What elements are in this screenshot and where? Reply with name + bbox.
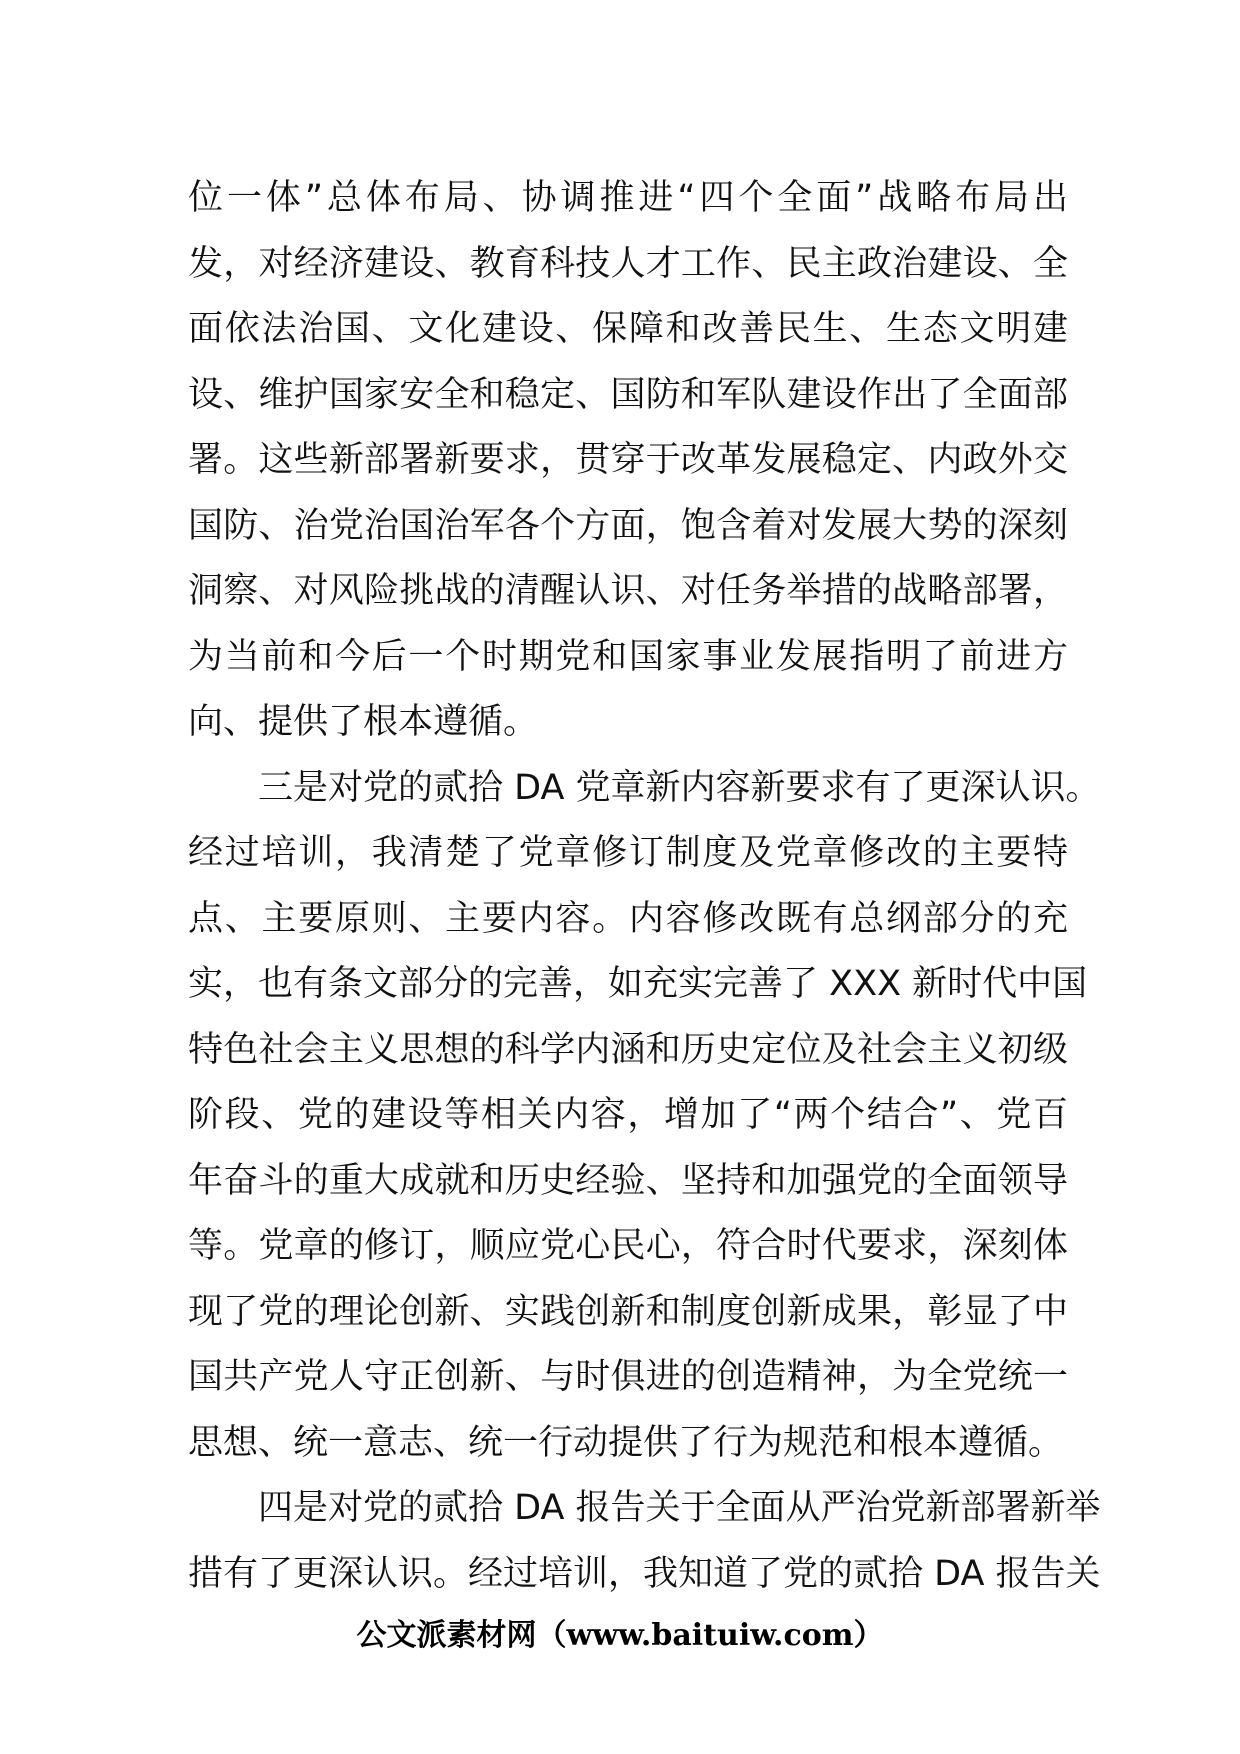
text-line: 位一体”总体布局、协调推进“四个全面”战略布局出 [188,178,1068,218]
text-line: 为当前和今后一个时期党和国家事业发展指明了前进方 [188,636,1068,677]
text-line: 思想、统一意志、统一行动提供了行为规范和根本遵循。 [188,1422,1064,1463]
text-line: 点、主要原则、主要内容。内容修改既有总纲部分的充 [188,898,1068,939]
text-line: 特色社会主义思想的科学内涵和历史定位及社会主义初级 [188,1029,1068,1070]
text-line: 等。党章的修订，顺应党心民心，符合时代要求，深刻体 [188,1226,1068,1266]
text-line: 国防、治党治国治军各个方面，饱含着对发展大势的深刻 [188,505,1068,546]
text-line: 设、维护国家安全和稳定、国防和军队建设作出了全面部 [188,374,1068,415]
text-line: 阶段、党的建设等相关内容，增加了“两个结合”、党百 [188,1095,1068,1135]
text-line: 署。这些新部署新要求，贯穿于改革发展稳定、内政外交 [188,440,1068,480]
text-line: 经过培训，我清楚了党章修订制度及党章修改的主要特 [188,833,1068,873]
text-line: 实，也有条文部分的完善，如充实完善了 XXX 新时代中国 [188,964,1088,1004]
text-line: 洞察、对风险挑战的清醒认识、对任务举措的战略部署， [188,571,1068,611]
text-line: 面依法治国、文化建设、保障和改善民生、生态文明建 [188,309,1068,349]
text-line: 向、提供了根本遵循。 [188,702,539,742]
footer-watermark: 公文派素材网（www.baituiw.com） [356,1618,884,1653]
text-line: 发，对经济建设、教育科技人才工作、民主政治建设、全 [188,243,1068,284]
paragraph-start-line: 四是对党的贰拾 DA 报告关于全面从严治党新部署新举 [258,1488,1101,1528]
document-body [188,166,1101,1607]
text-line: 年奋斗的重大成就和历史经验、坚持和加强党的全面领导 [188,1160,1068,1201]
text-line: 现了党的理论创新、实践创新和制度创新成果，彰显了中 [188,1291,1068,1332]
paragraph-start-line: 三是对党的贰拾 DA 党章新内容新要求有了更深认识。 [258,767,1101,808]
text-line: 国共产党人守正创新、与时俱进的创造精神，为全党统一 [188,1357,1068,1397]
text-line: 措有了更深认识。经过培训，我知道了党的贰拾 DA 报告关 [188,1553,1101,1594]
